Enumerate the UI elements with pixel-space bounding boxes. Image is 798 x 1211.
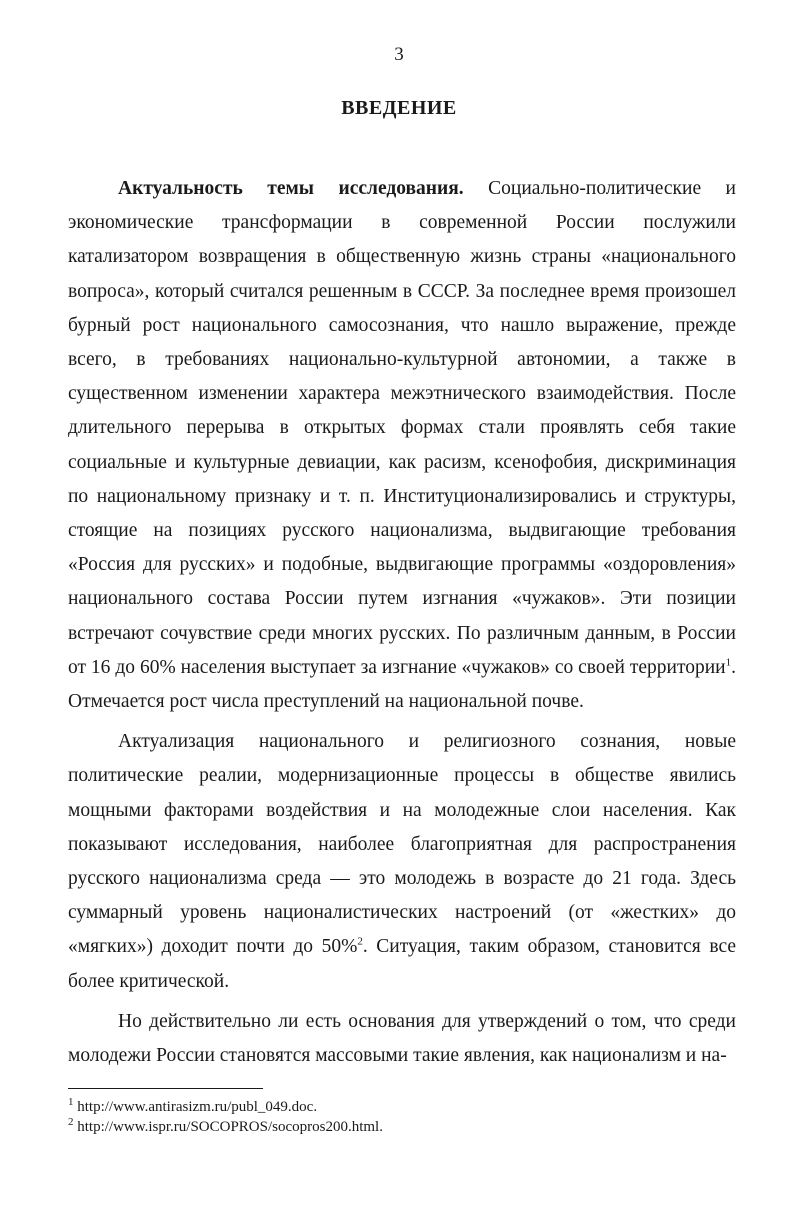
- footnote-link: http://www.ispr.ru/SOCOPROS/socopros200.html.: [73, 1119, 383, 1135]
- paragraph-text: . Ситуация, таким образом, становится все более критической.: [68, 936, 736, 992]
- paragraph-text: Актуализация национального и религиозного сознания, новые политические реалии, модернизационные процессы в обществе явились мощными факторами воздействия и на молодежные слои населения. Как показывают исследования, наиболее благоприятная для распространения русского национализма среда — это молодежь в возрасте до 21 года. Здесь суммарный уровень националистических настроений (от «жестких» до «мягких») доходит почти до 50%: [68, 731, 736, 958]
- document-body: [68, 172, 736, 1079]
- paragraph-text: . Отмечается рост числа преступлений на национальной почве.: [68, 656, 736, 713]
- paragraph-lead: Актуальность темы исследования.: [118, 178, 464, 199]
- footnote-marker: 1: [68, 1096, 74, 1108]
- footnote-item: [68, 1097, 736, 1117]
- paragraph-question: [68, 1005, 736, 1073]
- footnote-ref-2: 2: [357, 935, 363, 948]
- footnote-item: [68, 1117, 736, 1137]
- paragraph-text: Но действительно ли есть основания для утверждений о том, что среди молодежи России становятся массовыми такие явления, как национализм и на-: [68, 1010, 736, 1067]
- paragraph-actualization: [68, 725, 736, 999]
- footnote-marker: 2: [68, 1116, 74, 1128]
- paragraph-text: Социально-политические и экономические трансформации в современной России послужили катализатором возвращения в общественную жизнь страны «национального вопроса», который считался решенным в СССР. За последнее время произошел бурный рост национального самосознания, что нашло выражение, прежде всего, в требованиях национально-культурной автономии, а также в существенном изменении характера межэтнического взаимодействия. После длительного перерыва в открытых формах стали проявлять себя такие социальные и культурные девиации, как расизм, ксенофобия, дискриминация по национальному признаку и т. п. Институционализировались и структуры, стоящие на позициях русского национализма, выдвигающие требования «Россия для русских» и подобные, выдвигающие программы «оздоровления» национального состава России путем изгнания «чужаков». Эти позиции встречают сочувствие среди многих русских. По различным данным, в России от 16 до 60% населения выступает за изгнание «чужаков» со своей территории: [68, 178, 736, 678]
- footnote-link: http://www.antirasizm.ru/publ_049.doc.: [73, 1099, 318, 1115]
- footnote-ref-1: 1: [725, 656, 732, 669]
- page-title: ВВЕДЕНИЕ: [341, 97, 457, 119]
- page-number: 3: [394, 44, 404, 65]
- paragraph-relevance: [68, 172, 736, 719]
- footnotes: [68, 1097, 736, 1137]
- footnote-divider: [68, 1088, 263, 1089]
